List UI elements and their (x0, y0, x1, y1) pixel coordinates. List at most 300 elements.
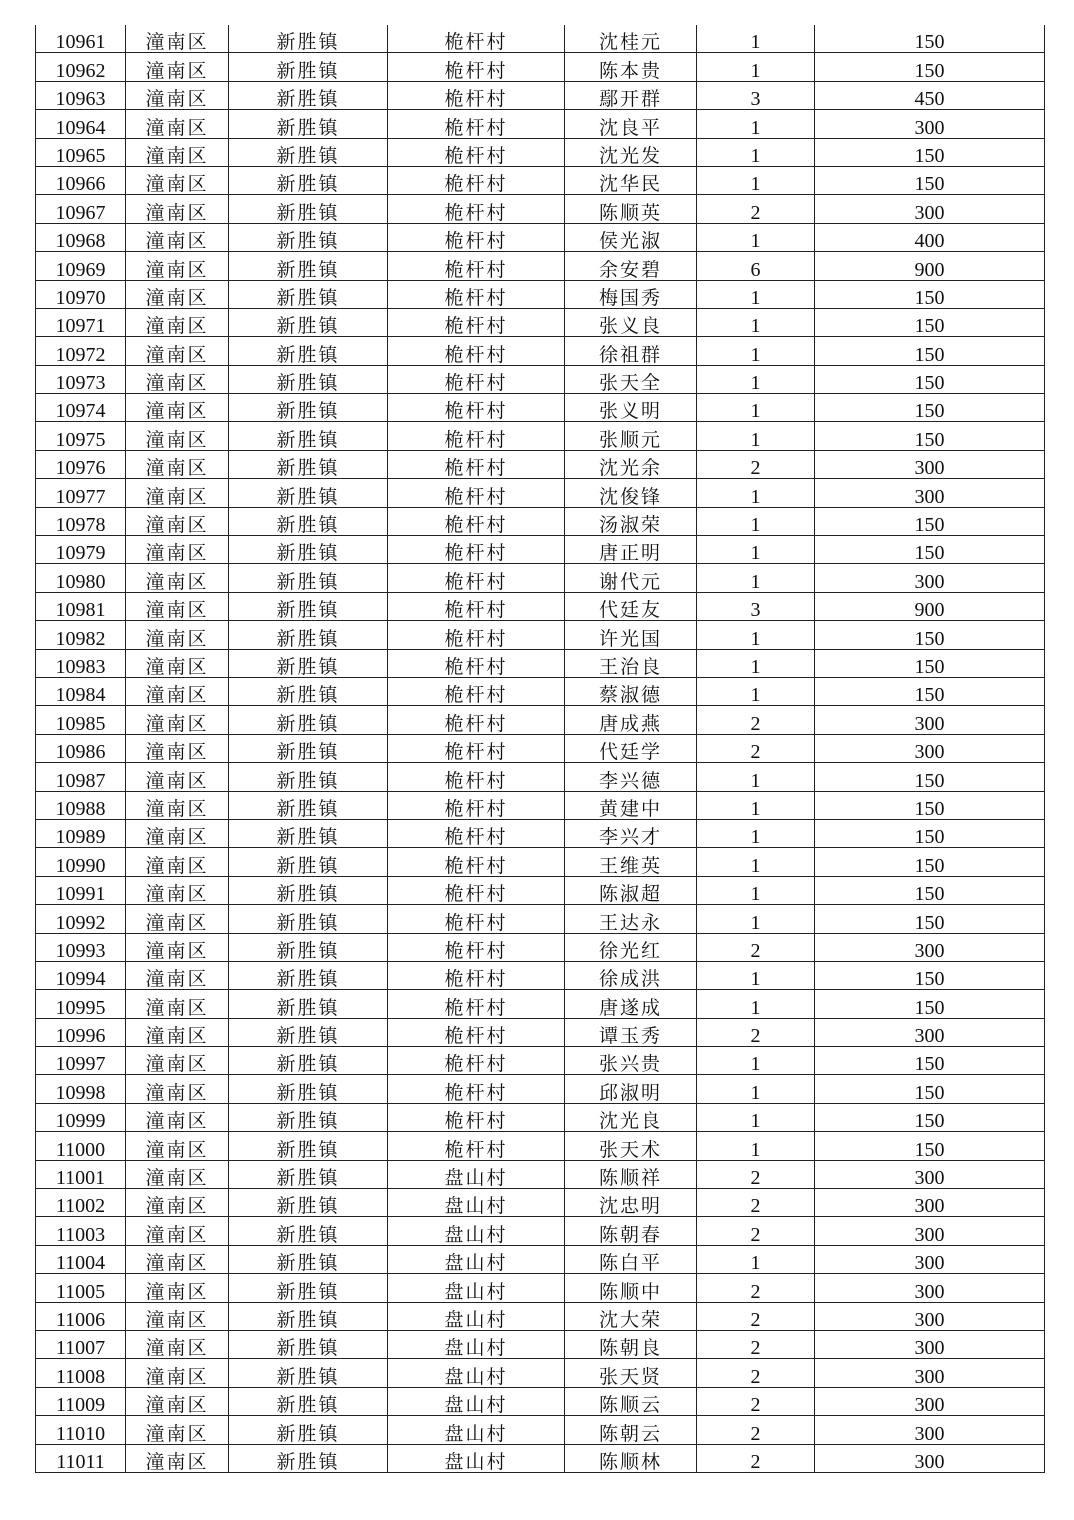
name-cell: 谢代元 (565, 564, 697, 592)
persons-cell: 1 (697, 479, 815, 507)
village-cell: 桅杆村 (388, 422, 565, 450)
district-cell: 潼南区 (126, 961, 229, 989)
village-cell: 桅杆村 (388, 592, 565, 620)
district-cell: 潼南区 (126, 649, 229, 677)
district-cell: 潼南区 (126, 933, 229, 961)
amount-cell: 300 (815, 1189, 1045, 1217)
row-id-cell: 10962 (36, 53, 126, 81)
town-cell: 新胜镇 (229, 1330, 388, 1358)
table-row (36, 961, 1045, 989)
village-cell: 桅杆村 (388, 905, 565, 933)
district-cell: 潼南区 (126, 677, 229, 705)
row-id-cell: 10989 (36, 819, 126, 847)
village-cell: 桅杆村 (388, 848, 565, 876)
persons-cell: 1 (697, 53, 815, 81)
amount-cell: 300 (815, 479, 1045, 507)
row-id-cell: 10974 (36, 394, 126, 422)
name-cell: 陈本贵 (565, 53, 697, 81)
table-row (36, 848, 1045, 876)
table-row (36, 138, 1045, 166)
amount-cell: 150 (815, 649, 1045, 677)
table-row (36, 990, 1045, 1018)
table-row (36, 25, 1045, 53)
town-cell: 新胜镇 (229, 195, 388, 223)
row-id-cell: 11005 (36, 1274, 126, 1302)
village-cell: 桅杆村 (388, 394, 565, 422)
town-cell: 新胜镇 (229, 81, 388, 109)
name-cell: 张义良 (565, 308, 697, 336)
persons-cell: 1 (697, 1245, 815, 1273)
district-cell: 潼南区 (126, 1302, 229, 1330)
name-cell: 陈顺英 (565, 195, 697, 223)
row-id-cell: 11009 (36, 1387, 126, 1415)
district-cell: 潼南区 (126, 791, 229, 819)
district-cell: 潼南区 (126, 479, 229, 507)
district-cell: 潼南区 (126, 1359, 229, 1387)
amount-cell: 300 (815, 450, 1045, 478)
village-cell: 盘山村 (388, 1444, 565, 1472)
table-row (36, 252, 1045, 280)
row-id-cell: 10973 (36, 365, 126, 393)
persons-cell: 1 (697, 876, 815, 904)
name-cell: 许光国 (565, 621, 697, 649)
village-cell: 桅杆村 (388, 280, 565, 308)
name-cell: 陈朝云 (565, 1416, 697, 1444)
row-id-cell: 10970 (36, 280, 126, 308)
village-cell: 桅杆村 (388, 706, 565, 734)
table-row (36, 1416, 1045, 1444)
town-cell: 新胜镇 (229, 280, 388, 308)
district-cell: 潼南区 (126, 422, 229, 450)
row-id-cell: 10971 (36, 308, 126, 336)
district-cell: 潼南区 (126, 536, 229, 564)
amount-cell: 150 (815, 1047, 1045, 1075)
amount-cell: 150 (815, 1132, 1045, 1160)
district-cell: 潼南区 (126, 252, 229, 280)
village-cell: 桅杆村 (388, 763, 565, 791)
village-cell: 盘山村 (388, 1387, 565, 1415)
village-cell: 盘山村 (388, 1302, 565, 1330)
district-cell: 潼南区 (126, 365, 229, 393)
amount-cell: 150 (815, 905, 1045, 933)
persons-cell: 2 (697, 450, 815, 478)
district-cell: 潼南区 (126, 1330, 229, 1358)
amount-cell: 150 (815, 1103, 1045, 1131)
district-cell: 潼南区 (126, 734, 229, 762)
persons-cell: 2 (697, 1330, 815, 1358)
name-cell: 谭玉秀 (565, 1018, 697, 1046)
persons-cell: 1 (697, 621, 815, 649)
village-cell: 盘山村 (388, 1274, 565, 1302)
amount-cell: 300 (815, 933, 1045, 961)
village-cell: 桅杆村 (388, 649, 565, 677)
amount-cell: 300 (815, 1245, 1045, 1273)
town-cell: 新胜镇 (229, 819, 388, 847)
name-cell: 沈忠明 (565, 1189, 697, 1217)
persons-cell: 2 (697, 1387, 815, 1415)
town-cell: 新胜镇 (229, 53, 388, 81)
village-cell: 桅杆村 (388, 1103, 565, 1131)
row-id-cell: 10998 (36, 1075, 126, 1103)
table-row (36, 1302, 1045, 1330)
table-row (36, 734, 1045, 762)
village-cell: 桅杆村 (388, 110, 565, 138)
district-cell: 潼南区 (126, 1160, 229, 1188)
district-cell: 潼南区 (126, 53, 229, 81)
amount-cell: 900 (815, 252, 1045, 280)
village-cell: 桅杆村 (388, 621, 565, 649)
table-body (36, 25, 1045, 1472)
persons-cell: 3 (697, 81, 815, 109)
name-cell: 陈顺祥 (565, 1160, 697, 1188)
district-cell: 潼南区 (126, 1274, 229, 1302)
row-id-cell: 11004 (36, 1245, 126, 1273)
row-id-cell: 10979 (36, 536, 126, 564)
village-cell: 盘山村 (388, 1359, 565, 1387)
row-id-cell: 10997 (36, 1047, 126, 1075)
table-row (36, 394, 1045, 422)
amount-cell: 150 (815, 990, 1045, 1018)
name-cell: 陈白平 (565, 1245, 697, 1273)
town-cell: 新胜镇 (229, 1416, 388, 1444)
row-id-cell: 11002 (36, 1189, 126, 1217)
village-cell: 桅杆村 (388, 536, 565, 564)
persons-cell: 2 (697, 933, 815, 961)
district-cell: 潼南区 (126, 223, 229, 251)
row-id-cell: 10982 (36, 621, 126, 649)
name-cell: 唐遂成 (565, 990, 697, 1018)
town-cell: 新胜镇 (229, 1018, 388, 1046)
name-cell: 陈朝良 (565, 1330, 697, 1358)
town-cell: 新胜镇 (229, 592, 388, 620)
row-id-cell: 10976 (36, 450, 126, 478)
persons-cell: 1 (697, 1103, 815, 1131)
document-sheet (35, 25, 1044, 1473)
table-row (36, 592, 1045, 620)
town-cell: 新胜镇 (229, 365, 388, 393)
amount-cell: 150 (815, 677, 1045, 705)
amount-cell: 300 (815, 706, 1045, 734)
table-row (36, 1160, 1045, 1188)
table-row (36, 365, 1045, 393)
village-cell: 桅杆村 (388, 166, 565, 194)
table-row (36, 905, 1045, 933)
amount-cell: 300 (815, 564, 1045, 592)
table-row (36, 1189, 1045, 1217)
amount-cell: 150 (815, 791, 1045, 819)
persons-cell: 2 (697, 734, 815, 762)
village-cell: 桅杆村 (388, 365, 565, 393)
name-cell: 陈淑超 (565, 876, 697, 904)
table-row (36, 81, 1045, 109)
row-id-cell: 10983 (36, 649, 126, 677)
town-cell: 新胜镇 (229, 990, 388, 1018)
district-cell: 潼南区 (126, 507, 229, 535)
row-id-cell: 10969 (36, 252, 126, 280)
table-row (36, 1047, 1045, 1075)
town-cell: 新胜镇 (229, 1160, 388, 1188)
name-cell: 张天全 (565, 365, 697, 393)
town-cell: 新胜镇 (229, 25, 388, 53)
amount-cell: 150 (815, 961, 1045, 989)
persons-cell: 1 (697, 763, 815, 791)
town-cell: 新胜镇 (229, 848, 388, 876)
persons-cell: 1 (697, 990, 815, 1018)
town-cell: 新胜镇 (229, 649, 388, 677)
village-cell: 盘山村 (388, 1416, 565, 1444)
amount-cell: 300 (815, 1330, 1045, 1358)
district-cell: 潼南区 (126, 1018, 229, 1046)
row-id-cell: 10977 (36, 479, 126, 507)
table-row (36, 507, 1045, 535)
table-row (36, 763, 1045, 791)
name-cell: 代廷友 (565, 592, 697, 620)
town-cell: 新胜镇 (229, 961, 388, 989)
village-cell: 桅杆村 (388, 81, 565, 109)
district-cell: 潼南区 (126, 308, 229, 336)
amount-cell: 300 (815, 1416, 1045, 1444)
town-cell: 新胜镇 (229, 905, 388, 933)
town-cell: 新胜镇 (229, 933, 388, 961)
name-cell: 黄建中 (565, 791, 697, 819)
village-cell: 桅杆村 (388, 1018, 565, 1046)
amount-cell: 150 (815, 166, 1045, 194)
district-cell: 潼南区 (126, 1189, 229, 1217)
district-cell: 潼南区 (126, 337, 229, 365)
amount-cell: 150 (815, 507, 1045, 535)
town-cell: 新胜镇 (229, 1217, 388, 1245)
persons-cell: 1 (697, 649, 815, 677)
town-cell: 新胜镇 (229, 337, 388, 365)
persons-cell: 2 (697, 1160, 815, 1188)
town-cell: 新胜镇 (229, 677, 388, 705)
row-id-cell: 10972 (36, 337, 126, 365)
persons-cell: 1 (697, 564, 815, 592)
persons-cell: 2 (697, 1416, 815, 1444)
village-cell: 盘山村 (388, 1160, 565, 1188)
name-cell: 唐成燕 (565, 706, 697, 734)
table-row (36, 876, 1045, 904)
amount-cell: 150 (815, 280, 1045, 308)
amount-cell: 300 (815, 1274, 1045, 1302)
name-cell: 沈华民 (565, 166, 697, 194)
name-cell: 鄢开群 (565, 81, 697, 109)
name-cell: 徐祖群 (565, 337, 697, 365)
row-id-cell: 10991 (36, 876, 126, 904)
table-row (36, 166, 1045, 194)
persons-cell: 1 (697, 308, 815, 336)
amount-cell: 150 (815, 53, 1045, 81)
row-id-cell: 10987 (36, 763, 126, 791)
town-cell: 新胜镇 (229, 1245, 388, 1273)
district-cell: 潼南区 (126, 1245, 229, 1273)
district-cell: 潼南区 (126, 990, 229, 1018)
row-id-cell: 10985 (36, 706, 126, 734)
town-cell: 新胜镇 (229, 507, 388, 535)
table-row (36, 1132, 1045, 1160)
persons-cell: 2 (697, 1189, 815, 1217)
table-row (36, 308, 1045, 336)
village-cell: 桅杆村 (388, 223, 565, 251)
name-cell: 张天贤 (565, 1359, 697, 1387)
district-cell: 潼南区 (126, 1217, 229, 1245)
name-cell: 徐成洪 (565, 961, 697, 989)
district-cell: 潼南区 (126, 1103, 229, 1131)
name-cell: 陈朝春 (565, 1217, 697, 1245)
persons-cell: 1 (697, 1047, 815, 1075)
amount-cell: 300 (815, 1217, 1045, 1245)
name-cell: 代廷学 (565, 734, 697, 762)
amount-cell: 150 (815, 763, 1045, 791)
row-id-cell: 10978 (36, 507, 126, 535)
row-id-cell: 11003 (36, 1217, 126, 1245)
district-cell: 潼南区 (126, 110, 229, 138)
row-id-cell: 11008 (36, 1359, 126, 1387)
persons-cell: 1 (697, 394, 815, 422)
amount-cell: 150 (815, 365, 1045, 393)
row-id-cell: 10965 (36, 138, 126, 166)
row-id-cell: 10984 (36, 677, 126, 705)
town-cell: 新胜镇 (229, 1444, 388, 1472)
table-row (36, 933, 1045, 961)
village-cell: 桅杆村 (388, 819, 565, 847)
row-id-cell: 10964 (36, 110, 126, 138)
district-cell: 潼南区 (126, 25, 229, 53)
amount-cell: 300 (815, 110, 1045, 138)
row-id-cell: 10975 (36, 422, 126, 450)
table-row (36, 422, 1045, 450)
table-row (36, 677, 1045, 705)
district-cell: 潼南区 (126, 819, 229, 847)
persons-cell: 1 (697, 536, 815, 564)
persons-cell: 1 (697, 905, 815, 933)
row-id-cell: 10986 (36, 734, 126, 762)
village-cell: 桅杆村 (388, 252, 565, 280)
amount-cell: 150 (815, 848, 1045, 876)
village-cell: 盘山村 (388, 1189, 565, 1217)
amount-cell: 450 (815, 81, 1045, 109)
amount-cell: 150 (815, 621, 1045, 649)
persons-cell: 1 (697, 848, 815, 876)
persons-cell: 1 (697, 1132, 815, 1160)
town-cell: 新胜镇 (229, 706, 388, 734)
persons-cell: 1 (697, 337, 815, 365)
row-id-cell: 10963 (36, 81, 126, 109)
amount-cell: 150 (815, 337, 1045, 365)
row-id-cell: 10961 (36, 25, 126, 53)
table-row (36, 1018, 1045, 1046)
table-row (36, 479, 1045, 507)
amount-cell: 300 (815, 1444, 1045, 1472)
persons-cell: 3 (697, 592, 815, 620)
persons-cell: 1 (697, 961, 815, 989)
district-cell: 潼南区 (126, 1387, 229, 1415)
town-cell: 新胜镇 (229, 223, 388, 251)
table-row (36, 1245, 1045, 1273)
persons-cell: 2 (697, 195, 815, 223)
row-id-cell: 10996 (36, 1018, 126, 1046)
district-cell: 潼南区 (126, 166, 229, 194)
row-id-cell: 11011 (36, 1444, 126, 1472)
district-cell: 潼南区 (126, 450, 229, 478)
row-id-cell: 11000 (36, 1132, 126, 1160)
village-cell: 桅杆村 (388, 791, 565, 819)
name-cell: 陈顺中 (565, 1274, 697, 1302)
town-cell: 新胜镇 (229, 252, 388, 280)
table-row (36, 564, 1045, 592)
persons-cell: 1 (697, 677, 815, 705)
town-cell: 新胜镇 (229, 1359, 388, 1387)
village-cell: 桅杆村 (388, 479, 565, 507)
table-row (36, 1103, 1045, 1131)
row-id-cell: 10980 (36, 564, 126, 592)
table-row (36, 621, 1045, 649)
amount-cell: 300 (815, 1387, 1045, 1415)
district-cell: 潼南区 (126, 763, 229, 791)
table-row (36, 819, 1045, 847)
name-cell: 张兴贵 (565, 1047, 697, 1075)
district-cell: 潼南区 (126, 592, 229, 620)
village-cell: 桅杆村 (388, 1047, 565, 1075)
persons-cell: 1 (697, 138, 815, 166)
amount-cell: 150 (815, 819, 1045, 847)
district-cell: 潼南区 (126, 1416, 229, 1444)
persons-cell: 6 (697, 252, 815, 280)
town-cell: 新胜镇 (229, 1047, 388, 1075)
district-cell: 潼南区 (126, 81, 229, 109)
table-row (36, 649, 1045, 677)
table-row (36, 791, 1045, 819)
town-cell: 新胜镇 (229, 308, 388, 336)
amount-cell: 150 (815, 1075, 1045, 1103)
town-cell: 新胜镇 (229, 1132, 388, 1160)
district-cell: 潼南区 (126, 706, 229, 734)
town-cell: 新胜镇 (229, 876, 388, 904)
village-cell: 桅杆村 (388, 564, 565, 592)
town-cell: 新胜镇 (229, 1302, 388, 1330)
persons-cell: 1 (697, 819, 815, 847)
village-cell: 桅杆村 (388, 450, 565, 478)
table-row (36, 110, 1045, 138)
persons-cell: 1 (697, 280, 815, 308)
village-cell: 桅杆村 (388, 53, 565, 81)
district-cell: 潼南区 (126, 195, 229, 223)
table-row (36, 1330, 1045, 1358)
persons-cell: 2 (697, 1217, 815, 1245)
name-cell: 邱淑明 (565, 1075, 697, 1103)
persons-cell: 1 (697, 110, 815, 138)
amount-cell: 150 (815, 536, 1045, 564)
name-cell: 王达永 (565, 905, 697, 933)
town-cell: 新胜镇 (229, 422, 388, 450)
town-cell: 新胜镇 (229, 1189, 388, 1217)
name-cell: 侯光淑 (565, 223, 697, 251)
town-cell: 新胜镇 (229, 1103, 388, 1131)
name-cell: 沈俊锋 (565, 479, 697, 507)
town-cell: 新胜镇 (229, 110, 388, 138)
village-cell: 桅杆村 (388, 734, 565, 762)
district-cell: 潼南区 (126, 394, 229, 422)
district-cell: 潼南区 (126, 1444, 229, 1472)
name-cell: 沈大荣 (565, 1302, 697, 1330)
amount-cell: 300 (815, 734, 1045, 762)
town-cell: 新胜镇 (229, 394, 388, 422)
row-id-cell: 10988 (36, 791, 126, 819)
name-cell: 陈顺林 (565, 1444, 697, 1472)
village-cell: 盘山村 (388, 1330, 565, 1358)
amount-cell: 900 (815, 592, 1045, 620)
town-cell: 新胜镇 (229, 621, 388, 649)
